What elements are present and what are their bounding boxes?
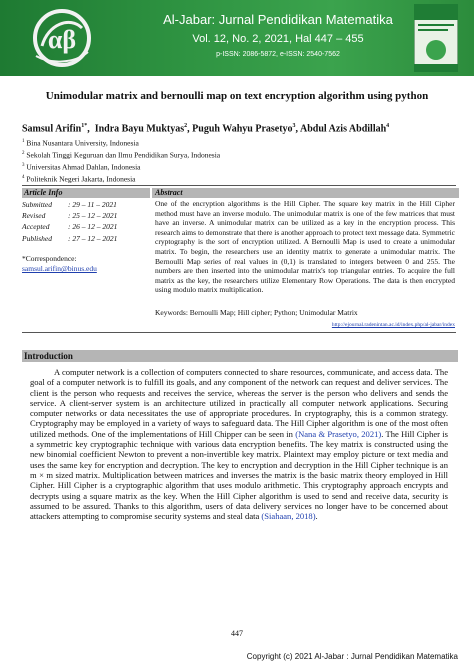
divider <box>22 185 456 186</box>
svg-text:αβ: αβ <box>47 25 77 54</box>
affiliation: $^4$ Politeknik Negeri Jakarta, Indonesia <box>22 174 136 184</box>
journal-url-link[interactable]: http://ejournal.radenintan.ac.id/index.php/al-jabar/index <box>331 322 455 328</box>
journal-cover-thumbnail <box>414 4 458 72</box>
paper-title: Unimodular matrix and bernoulli map on text encryption algorithm using python <box>45 90 429 102</box>
author-name: Samsul Arifin <box>22 123 82 135</box>
affiliation-list <box>22 137 462 185</box>
journal-issn: p-ISSN: 2086-5872, e-ISSN: 2540-7562 <box>216 51 340 58</box>
author-sup: 4 <box>386 123 390 129</box>
author-name: Indra Bayu Muktyas <box>94 123 185 135</box>
abstract-text: One of the encryption algorithms is the Hill Cipher. The square key matrix in the Hill Cipher method must have an inverse modulo. The unimodular matrix is one of the few matrices that must have an inverse. A unimodular matrix can be utilized as a key in the encryption process. This research aims to demonstrate that there is another approach to protect text message data. Symmetric cryptography is the sort of encryption utilized. A Bernoulli Map is used to create a unimodular matrix. To begin, the researchers use an identity matrix to generate a unimodular matrix. The Bernoulli Map series of real values in (0,1) is translated to integers between 0 and 255. The numbers are then inserted into the unimodular matrix's top triangular entries. To acquire the full matrix as the key, the researchers utilize Elementary Row Operations. The data is then encrypted using modulo matrix multiplication. <box>155 199 455 295</box>
author-name: Abdul Azis Abdillah <box>300 123 387 135</box>
citation-link[interactable]: (Nana & Prasetyo, 2021) <box>295 428 382 439</box>
journal-logo <box>30 6 94 70</box>
author-sup: 3 <box>292 123 296 129</box>
correspondence-label: *Correspondence: <box>22 254 77 263</box>
date-accepted: Accepted : 26 – 12 – 2021 <box>22 222 118 232</box>
citation-link[interactable]: (Siahaan, 2018) <box>261 511 316 522</box>
author-name: Puguh Wahyu Prasetyo <box>192 123 293 135</box>
keywords: Keywords: Bernoulli Map; Hill cipher; Python; Unimodular Matrix <box>155 308 358 317</box>
date-submitted: Submitted : 29 – 11 – 2021 <box>22 200 117 209</box>
correspondence-email-link[interactable]: samsul.arifin@binus.edu <box>22 264 97 273</box>
author-list: Samsul Arifin$^{1*}$, Indra Bayu Muktyas$^2$, Puguh Wahyu Prasetyo$^3$, Abdul Azis Abdillah$^4$ <box>22 123 390 135</box>
introduction-heading: Introduction <box>22 350 458 362</box>
affiliation: $^2$ Sekolah Tinggi Keguruan dan Ilmu Pendidikan Surya, Indonesia <box>22 150 221 160</box>
page-number: 447 <box>231 629 243 638</box>
date-published: Published : 27 – 12 – 2021 <box>22 233 118 243</box>
affiliation: $^3$ Universitas Ahmad Dahlan, Indonesia <box>22 162 141 172</box>
affiliation: $^1$ Bina Nusantara University, Indonesia <box>22 138 139 148</box>
correspondence <box>22 254 148 274</box>
article-dates <box>22 199 148 244</box>
journal-title: Al-Jabar: Jurnal Pendidikan Matematika <box>163 12 393 27</box>
divider <box>22 332 456 333</box>
author-sup: 2 <box>184 123 188 129</box>
abstract-heading: Abstract <box>152 188 459 198</box>
journal-volume: Vol. 12, No. 2, 2021, Hal 447 – 455 <box>192 33 364 45</box>
author-sup: 1* <box>81 123 88 129</box>
date-revised: Revised : 25 – 12 – 2021 <box>22 211 118 221</box>
journal-header-banner <box>0 0 474 76</box>
copyright-notice: Copyright (c) 2021 Al-Jabar : Jurnal Pendidikan Matematika <box>246 652 458 661</box>
introduction-text: A computer network is a collection of computers connected to share resources, communicate, and access data. The goal of a computer network is to fulfill its goals, and any component of the network can request and deliver services. The client is the person who requests and receives the service, whereas the server is the person who delivers and sends the service. A client-server system is an architecture utilized in practically all computer network applications. Securing computer networks or data necessitates the use of appropriate procedures. In cryptography, this is a common strategy. Cryptography may be employed in a variety of ways to safeguard data. The Hill Cipher algorithm is one of the most often utilized methods. One of the implementations of Hill Chipper can be seen in (Nana & Prasetyo, 2021). The Hill Cipher is a symmetric key cryptographic technique with various data encryption benefits. The key matrix is constructed using the new binomial coefficient Newton to prevent a non-invertible key matrix. Plaintext may employ picture or text media and uses the same key for encryption and decryption. The key to encryption and decryption in the Hill Cipher technique is an m × m sized matrix. Multiplication between matrices and inverses the matrix is the basic matrix theory employed in Hill Cipher. Hill Cipher is a cryptographic algorithm that uses modulo arithmetic. This cryptography approach encrypts and decrypts using a square matrix as the key. When the Hill Cipher algorithm is used to send and receive data, security is assumed to be assured. Thanks to this algorithm, users of data delivery services no longer have to be concerned about attackers attempting to compromise security systems and steal data (Siahaan, 2018). <box>30 367 448 522</box>
article-info-heading: Article Info <box>22 188 150 198</box>
